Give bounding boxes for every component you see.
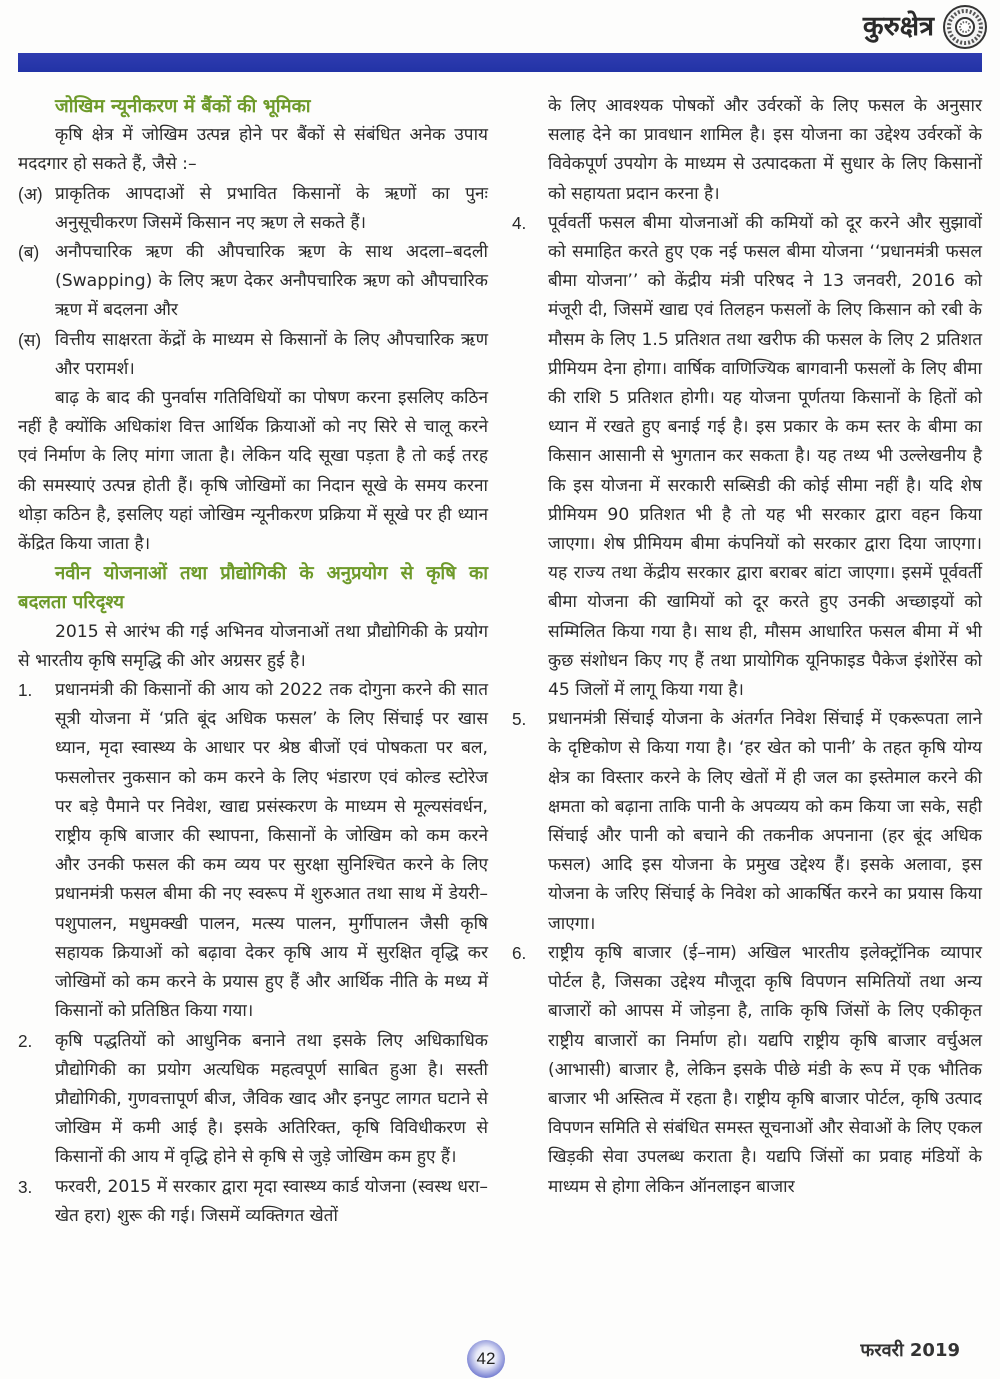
sub-item-text: प्राकृतिक आपदाओं से प्रभावित किसानों के ऋणों का पुनः अनुसूचीकरण जिसमें किसान नए ऋण ले सकते हैं। — [55, 183, 488, 233]
section-heading: नवीन योजनाओं तथा प्रौद्योगिकी के अनुप्रयोग से कृषि का बदलता परिदृश्य — [18, 563, 488, 614]
continuation-text: के लिए आवश्यक पोषकों और उर्वरकों के लिए फसल के अनुसार सलाह देने का प्रावधान शामिल है। इस योजना का उद्देश्य उर्वरकों के विवेकपूर्ण उपयोग के माध्यम से उत्पादकता में सुधार के लिए किसानों को सहायता प्रदान करना है। — [548, 96, 982, 204]
list-item — [512, 939, 982, 1202]
page-number-text: 42 — [476, 1349, 496, 1368]
list-item — [512, 209, 982, 705]
right-column — [512, 92, 982, 1202]
sub-item-text: वित्तीय साक्षरता केंद्रों के माध्यम से किसानों के लिए औपचारिक ऋण और परामर्श। — [55, 329, 488, 379]
list-item-number: 3. — [18, 1176, 33, 1197]
list-item-text: प्रधानमंत्री की किसानों की आय को 2022 तक दोगुना करने की सात सूत्री योजना में ‘प्रति बूंद अधिक फसल’ के लिए सिंचाई पर खास ध्यान, मृदा स्वास्थ्य के आधार पर श्रेष्ठ बीजों एवं पोषकता पर बल, फसलोत्तर नुकसान को कम करने के लिए भंडारण एवं कोल्ड स्टोरेज पर बड़े पैमाने पर निवेश, खाद्य प्रसंस्करण के माध्यम से मूल्यसंवर्धन, राष्ट्रीय कृषि बाजार की स्थापना, किसानों के जोखिम को कम करने और उनकी फसल की कम व्यय पर सुरक्षा सुनिश्चित करने के लिए प्रधानमंत्री फसल बीमा की नए स्वरूप में शुरुआत तथा साथ में डेयरी–पशुपालन, मधुमक्खी पालन, मत्स्य पालन, मुर्गीपालन जैसी कृषि सहायक क्रियाओं को बढ़ावा देकर कृषि आय में सुरक्षित वृद्धि कर जोखिमों को कम करने के प्रयास हुए हैं और आर्थिक नीति के मध्य में किसानों को प्रतिष्ठित किया गया। — [55, 680, 488, 1022]
sub-item — [18, 238, 488, 326]
header-bar — [18, 53, 982, 72]
list-item — [18, 1173, 488, 1231]
sub-item-marker: (अ) — [18, 183, 43, 204]
magazine-title: कुरुक्षेत्र — [862, 11, 934, 42]
sub-item — [18, 180, 488, 238]
paragraph: कृषि क्षेत्र में जोखिम उत्पन्न होने पर बैंकों से संबंधित अनेक उपाय मददगार हो सकते हैं, जैसे :– — [18, 125, 488, 175]
list-item-number: 4. — [512, 212, 527, 233]
sub-item-text: अनौपचारिक ऋण की औपचारिक ऋण के साथ अदला–बदली (Swapping) के लिए ऋण देकर अनौपचारिक ऋण को औपचारिक ऋण में बदलना और — [55, 242, 488, 321]
list-item-text: प्रधानमंत्री सिंचाई योजना के अंतर्गत निवेश सिंचाई में एकरूपता लाने के दृष्टिकोण से किया गया है। ‘हर खेत को पानी’ के तहत कृषि योग्य क्षेत्र का विस्तार करने के लिए खेतों में ही जल का इस्तेमाल करने की क्षमता को बढ़ाना ताकि पानी के अपव्यय को कम किया जा सके, सही सिंचाई और पानी को बचाने की तकनीक अपनाना (हर बूंद अधिक फसल) आदि इस योजना के प्रमुख उद्देश्य हैं। इसके अलावा, इस योजना के जरिए सिंचाई के निवेश को आकर्षित करने का प्रयास किया जाएगा। — [548, 709, 982, 934]
page-number — [467, 1340, 505, 1378]
list-item — [18, 1027, 488, 1173]
section-heading: जोखिम न्यूनीकरण में बैंकों की भूमिका — [55, 96, 311, 117]
list-item-number: 5. — [512, 709, 527, 730]
list-item-text: राष्ट्रीय कृषि बाजार (ई–नाम) अखिल भारतीय इलेक्ट्रॉनिक व्यापार पोर्टल है, जिसका उद्देश्य मौजूदा कृषि विपणन समितियों तथा अन्य बाजारों को आपस में जोड़ना है, ताकि कृषि जिंसों के लिए एकीकृत राष्ट्रीय बाजारों का निर्माण हो। यद्यपि राष्ट्रीय कृषि बाजार वर्चुअल (आभासी) बाजार है, लेकिन इसके पीछे मंडी के रूप में एक भौतिक बाजार भी अस्तित्व में रहता है। राष्ट्रीय कृषि बाजार पोर्टल, कृषि उत्पाद विपणन समिति से संबंधित समस्त सूचनाओं और सेवाओं के लिए एकल खिड़की सेवा उपलब्ध कराता है। यद्यपि जिंसों का प्रवाह मंडियों के माध्यम से होगा लेकिन ऑनलाइन बाजार — [548, 942, 982, 1197]
list-item-text: कृषि पद्धतियों को आधुनिक बनाने तथा इसके लिए अधिकाधिक प्रौद्योगिकी का प्रयोग अत्यधिक महत्वपूर्ण साबित हुआ है। सस्ती प्रौद्योगिकी, गुणवत्तापूर्ण बीज, जैविक खाद और इनपुट लागत घटाने से जोखिम में कमी आई है। इसके अतिरिक्त, कृषि विविधीकरण से किसानों की आय में वृद्धि होने से कृषि से जुड़े जोखिम कम हुए हैं। — [55, 1030, 488, 1168]
list-item — [18, 676, 488, 1026]
wheel-emblem-icon — [942, 4, 988, 50]
masthead — [0, 0, 1000, 52]
list-item-text: फरवरी, 2015 में सरकार द्वारा मृदा स्वास्थ्य कार्ड योजना (स्वस्थ धरा–खेत हरा) शुरू की गई। जिसमें व्यक्तिगत खेतों — [55, 1176, 488, 1226]
list-item-text: पूर्ववर्ती फसल बीमा योजनाओं की कमियों को दूर करने और सुझावों को समाहित करते हुए एक नई फसल बीमा योजना ‘‘प्रधानमंत्री फसल बीमा योजना’’ को केंद्रीय मंत्री परिषद ने 13 जनवरी, 2016 को मंजूरी दी, जिसमें खाद्य एवं तिलहन फसलों के लिए किसान को रबी के मौसम के लिए 1.5 प्रतिशत तथा खरीफ की फसल के लिए 2 प्रतिशत प्रीमियम देना होगा। वार्षिक वाणिज्यिक बागवानी फसलों के लिए बीमा की राशि 5 प्रतिशत होगी। यह योजना पूर्णतया किसानों के हितों को ध्यान में रखते हुए बनाई गई है। इस प्रकार के कम स्तर के बीमा का किसान आसानी से भुगतान कर सकता है। यह तथ्य भी उल्लेखनीय है कि इस योजना में सरकारी सब्सिडी की कोई सीमा नहीं है। यदि शेष प्रीमियम 90 प्रतिशत भी है तो यह भी सरकार द्वारा वहन किया जाएगा। शेष प्रीमियम बीमा कंपनियों को सरकार द्वारा दिया जाएगा। यह राज्य तथा केंद्रीय सरकार द्वारा बराबर बांटा जाएगा। इसमें पूर्ववर्ती बीमा योजना की खामियों को दूर करते हुए उनकी अच्छाइयों को सम्मिलित किया गया है। साथ ही, मौसम आधारित फसल बीमा में भी कुछ संशोधन किए गए हैं तथा प्रायोगिक यूनिफाइड पैकेज इंशोरेंस को 45 जिलों में लागू किया गया है। — [548, 212, 982, 701]
list-item-number: 6. — [512, 942, 527, 963]
paragraph: 2015 से आरंभ की गई अभिनव योजनाओं तथा प्रौद्योगिकी के प्रयोग से भारतीय कृषि समृद्धि की ओर अग्रसर हुई है। — [18, 621, 488, 671]
issue-date: फरवरी 2019 — [860, 1340, 960, 1361]
paragraph: बाढ़ के बाद की पुनर्वास गतिविधियों का पोषण करना इसलिए कठिन नहीं है क्योंकि अधिकांश वित्त आर्थिक क्रियाओं को नए सिरे से चालू करने एवं निर्माण के लिए मांगा जाता है। लेकिन यदि सूखा पड़ता है तो कई तरह की समस्याएं उत्पन्न होती हैं। कृषि जोखिमों का निदान सूखे के समय करना थोड़ा कठिन है, इसलिए यहां जोखिम न्यूनीकरण प्रक्रिया में सूखे पर ही ध्यान केंद्रित किया जाता है। — [18, 388, 488, 555]
left-column — [18, 92, 488, 1231]
list-item-number: 1. — [18, 680, 33, 701]
sub-item-marker: (ब) — [18, 242, 40, 263]
list-item-number: 2. — [18, 1030, 33, 1051]
list-item — [512, 705, 982, 939]
sub-item — [18, 326, 488, 384]
sub-item-marker: (स) — [18, 329, 42, 350]
